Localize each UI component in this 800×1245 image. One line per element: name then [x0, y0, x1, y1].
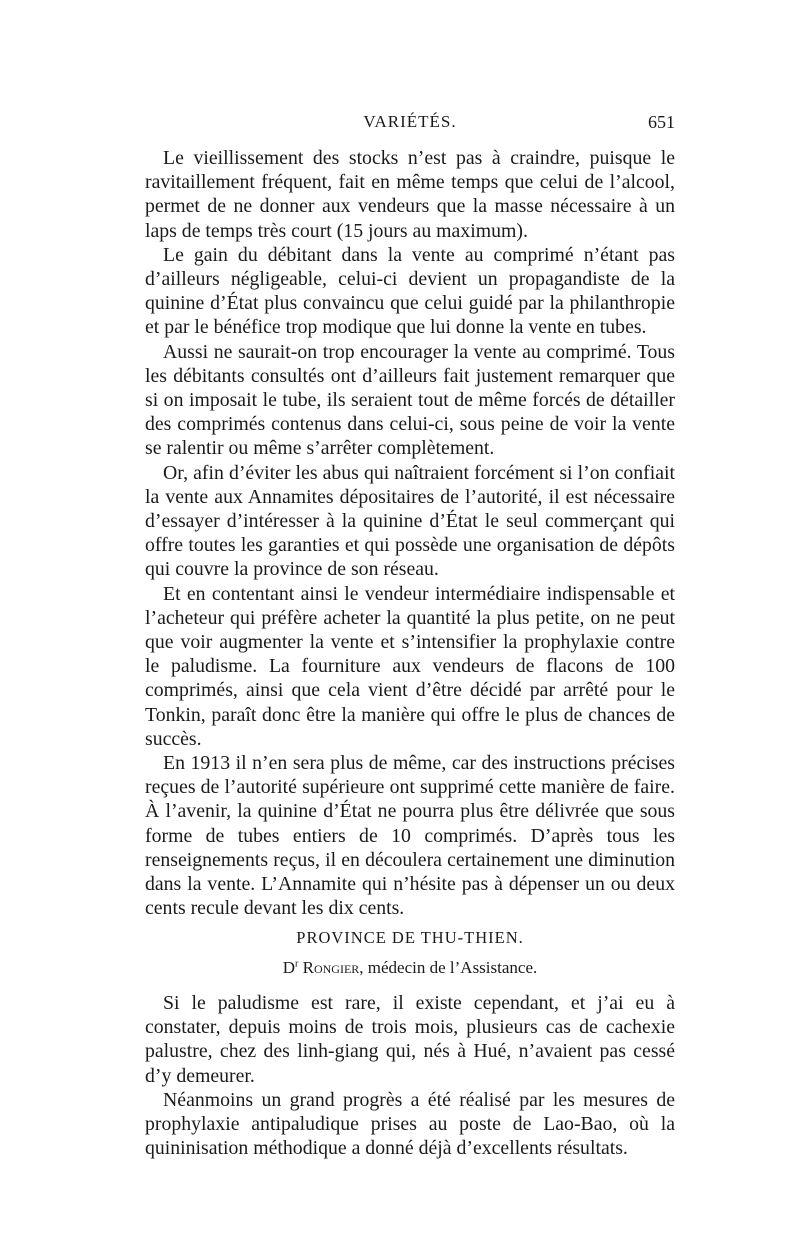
- section-byline: [145, 958, 675, 978]
- section-text: [145, 991, 675, 1160]
- byline-role: , médecin de l’Assistance.: [359, 958, 538, 977]
- paragraph-stocks: Le vieillissement des stocks n’est pas à craindre, puisque le ravitaillement fréquent, fait en même temps que celui de l’alcool, permet de ne donner aux vendeurs que la masse nécessaire à un laps de temps très court (15 jours au maximum).: [145, 147, 675, 242]
- paragraph-vendeur-intermediaire: Et en contentant ainsi le vendeur intermédiaire indispensable et l’acheteur qui préfère acheter la quantité la plus petite, on ne peut que voir augmenter la vente et s’intensifier la prophylaxie contre le paludisme. La fourniture aux vendeurs de flacons de 100 comprimés, ainsi que cela vient d’être décidé par arrêté pour le Tonkin, paraît donc être la manière qui offre le plus de chances de succès.: [145, 582, 675, 750]
- page-number: 651: [648, 112, 675, 132]
- byline-title: [283, 958, 299, 977]
- running-head: [145, 112, 675, 138]
- paragraph-abus: Or, afin d’éviter les abus qui naîtraient forcément si l’on confiait la vente aux Annamites dépositaires de l’autorité, il est nécessaire d’essayer d’intéresser à la quinine d’État le seul commerçant qui offre toutes les garanties et qui possède une organisation de dépôts qui couvre la province de son réseau.: [145, 461, 675, 581]
- paragraph-gain-debitant: Le gain du débitant dans la vente au comprimé n’étant pas d’ailleurs négligeable, celui-ci devient un propagandiste de la quinine d’État plus convaincu que celui guidé par la philanthropie et par le bénéfice trop modique que lui donne la vente en tubes.: [145, 243, 675, 339]
- paragraph-1913: En 1913 il n’en sera plus de même, car des instructions précises reçues de l’autorité supérieure ont supprimé cette manière de faire. À l’avenir, la quinine d’État ne pourra plus être délivrée que sous forme de tubes entiers de 10 comprimés. D’après tous les renseignements reçus, il en découlera certainement une diminution dans la vente. L’Annamite qui n’hésite pas à dépenser un ou deux cents recule devant les dix cents.: [145, 752, 675, 920]
- byline-name: Rongier: [302, 958, 360, 977]
- paragraph-vente-comprime: Aussi ne saurait-on trop encourager la vente au comprimé. Tous les débitants consultés ont d’ailleurs fait justement remarquer que si on imposait le tube, ils seraient tout de même forcés de détailler des comprimés contenus dans celui-ci, sous peine de voir la vente se ralentir ou même s’arrêter complètement.: [145, 340, 675, 460]
- body-text: [145, 146, 675, 921]
- running-title: VARIÉTÉS.: [363, 112, 457, 131]
- paragraph-paludisme: Si le paludisme est rare, il existe cependant, et j’ai eu à constater, depuis moins de trois mois, plusieurs cas de cachexie palustre, chez des linh-giang qui, nés à Hué, n’avaient pas cessé d’y demeurer.: [145, 992, 675, 1087]
- section-heading: PROVINCE DE THU-THIEN.: [296, 928, 524, 947]
- byline-title-letter: D: [282, 958, 296, 977]
- paragraph-prophylaxie: Néanmoins un grand progrès a été réalisé par les mesures de prophylaxie antipaludique prises au poste de Lao-Bao, où la quininisation méthodique a donné déjà d’excellents résultats.: [145, 1088, 675, 1160]
- byline-title-superscript: r: [295, 958, 299, 970]
